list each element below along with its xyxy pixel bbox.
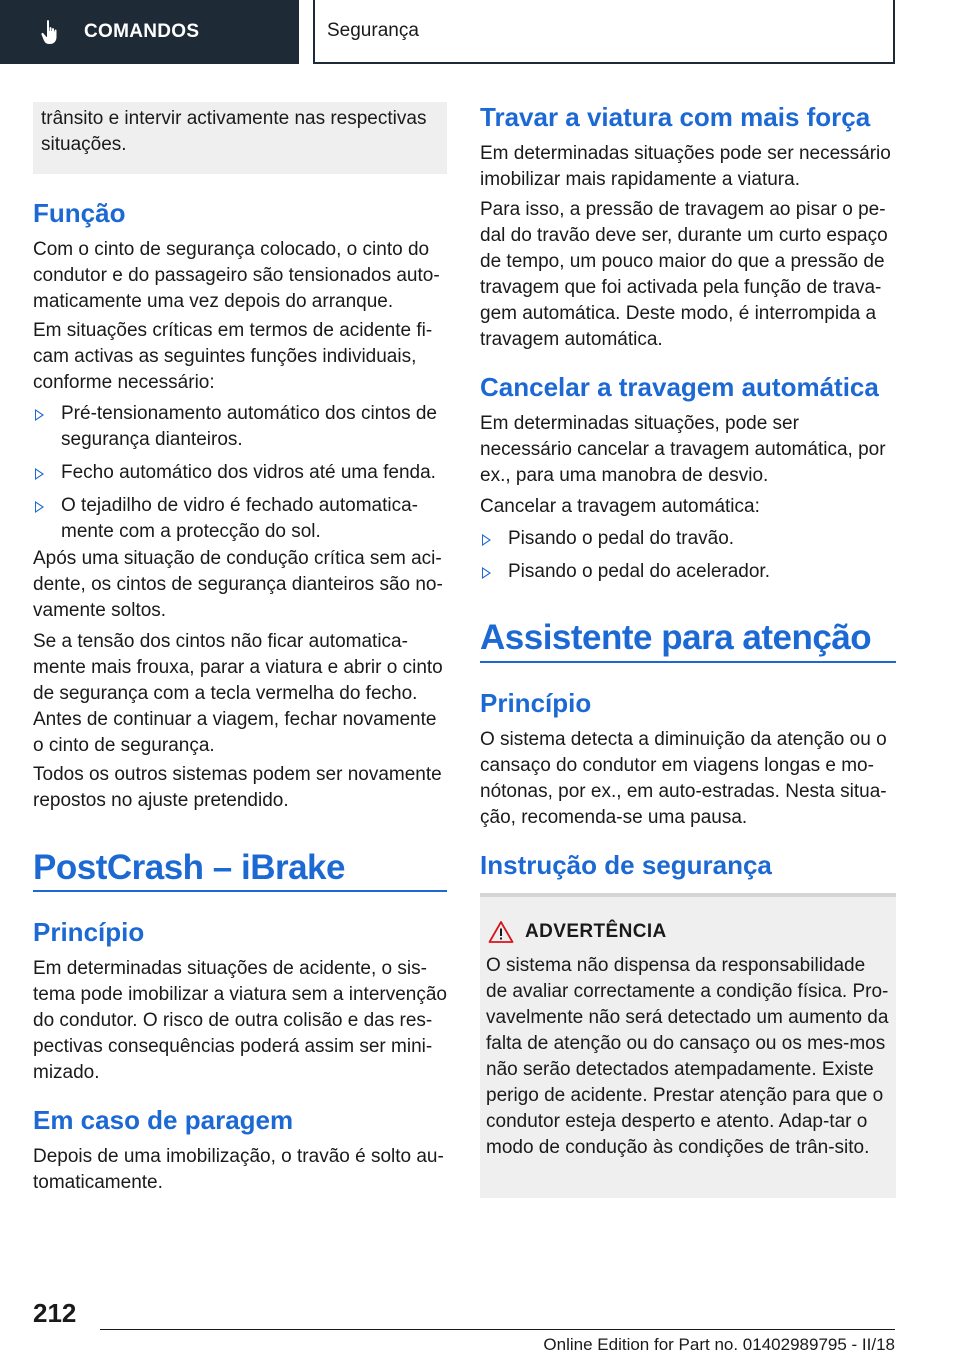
heading-funcao: Função <box>33 198 126 228</box>
heading-rule <box>33 890 447 892</box>
bullet-triangle-icon <box>35 409 44 421</box>
principio-paragraph-left: Em determinadas situações de acidente, o sis-tema pode imobilizar a viatura sem a intervenção do condutor. O risco de outra colisão e das res-pectivas consequências poderá assim ser mini-mizado. <box>33 958 447 1083</box>
heading-rule <box>480 661 896 663</box>
travar-paragraph-1: Em determinadas situações pode ser necessário imobilizar mais rapidamente a viatura. <box>480 143 891 190</box>
list-item: Pré-tensionamento automático dos cintos de segurança dianteiros. <box>33 401 447 453</box>
heading-principio-left: Princípio <box>33 917 145 947</box>
bullet-triangle-icon <box>482 567 491 579</box>
principio-paragraph-right: O sistema detecta a diminuição da atenção ou o cansaço do condutor em viagens longas e mo-nótonas, por ex., em auto-estradas. Nesta situa-ção, recomenda-se uma pausa. <box>480 729 887 828</box>
list-item: O tejadilho de vidro é fechado automatica-mente com a protecção do sol. <box>33 493 447 545</box>
list-item: Pisando o pedal do travão. <box>480 526 896 552</box>
heading-principio-right: Princípio <box>480 688 592 718</box>
cancelar-list <box>480 526 896 592</box>
edition-note: Online Edition for Part no. 01402989795 - II/18 <box>543 1335 895 1354</box>
heading-assistente: Assistente para atenção <box>480 618 872 657</box>
box-text: trânsito e intervir activamente nas respectivas situações. <box>41 108 427 155</box>
funcao-list <box>33 401 447 552</box>
cancelar-paragraph-1: Em determinadas situações, pode ser necessário cancelar a travagem automática, por ex., para uma manobra de desvio. <box>480 413 886 486</box>
funcao-paragraph-3: Após uma situação de condução crítica sem aci-dente, os cintos de segurança dianteiros são no-vamente soltos. <box>33 548 443 621</box>
warning-header <box>488 920 667 944</box>
heading-instrucao: Instrução de segurança <box>480 850 772 880</box>
chapter-title: Segurança <box>313 0 895 64</box>
funcao-paragraph-5: Todos os outros sistemas podem ser novamente repostos no ajuste pretendido. <box>33 764 442 811</box>
section-label: COMANDOS <box>84 21 200 42</box>
funcao-paragraph-2: Em situações críticas em termos de acidente fi-cam activas as seguintes funções individuais, conforme necessário: <box>33 320 433 393</box>
heading-paragem: Em caso de paragem <box>33 1105 294 1135</box>
footer-rule <box>100 1329 895 1330</box>
bullet-triangle-icon <box>482 534 491 546</box>
warning-box <box>480 893 896 1198</box>
continued-text-box <box>33 102 447 174</box>
section-tab <box>0 0 299 64</box>
list-item: Pisando o pedal do acelerador. <box>480 559 896 585</box>
warning-text: O sistema não dispensa da responsabilidade de avaliar correctamente a condição física. Pro-vavelmente não será detectado um aumento da falta de atenção ou do cansaço ou os mes-mos não serão detectados atempadamente. Existe perigo de acidente. Prestar atenção para que o condutor esteja desperto e atento. Adap-tar o modo de condução às condições de trân-sito. <box>486 955 889 1158</box>
list-item: Fecho automático dos vidros até uma fenda. <box>33 460 447 486</box>
page-header <box>0 0 960 66</box>
cancelar-paragraph-2: Cancelar a travagem automática: <box>480 496 760 517</box>
bullet-triangle-icon <box>35 468 44 480</box>
funcao-paragraph-1: Com o cinto de segurança colocado, o cinto do condutor e do passageiro são tensionados auto-maticamente uma vez depois do arranque. <box>33 239 440 312</box>
heading-travar: Travar a viatura com mais força <box>480 102 871 132</box>
paragem-paragraph: Depois de uma imobilização, o travão é solto au-tomaticamente. <box>33 1146 444 1193</box>
bullet-triangle-icon <box>35 501 44 513</box>
warning-title: ADVERTÊNCIA <box>525 921 667 942</box>
warning-triangle-icon <box>488 920 514 944</box>
hand-pointer-icon <box>38 18 66 46</box>
heading-cancelar: Cancelar a travagem automática <box>480 372 879 402</box>
funcao-paragraph-4: Se a tensão dos cintos não ficar automatica-mente mais frouxa, parar a viatura e abrir o cinto de segurança com a tecla vermelha do fecho. Antes de continuar a viagem, fechar novamente o cinto de segurança. <box>33 631 443 756</box>
heading-postcrash: PostCrash – iBrake <box>33 848 345 887</box>
page-number: 212 <box>33 1298 77 1328</box>
travar-paragraph-2: Para isso, a pressão de travagem ao pisar o pe-dal do travão deve ser, durante um curto espaço de tempo, um pouco maior do que a pressão de travagem que foi activada pela função de trava-gem automática. Deste modo, é interrompida a travagem automática. <box>480 199 888 350</box>
